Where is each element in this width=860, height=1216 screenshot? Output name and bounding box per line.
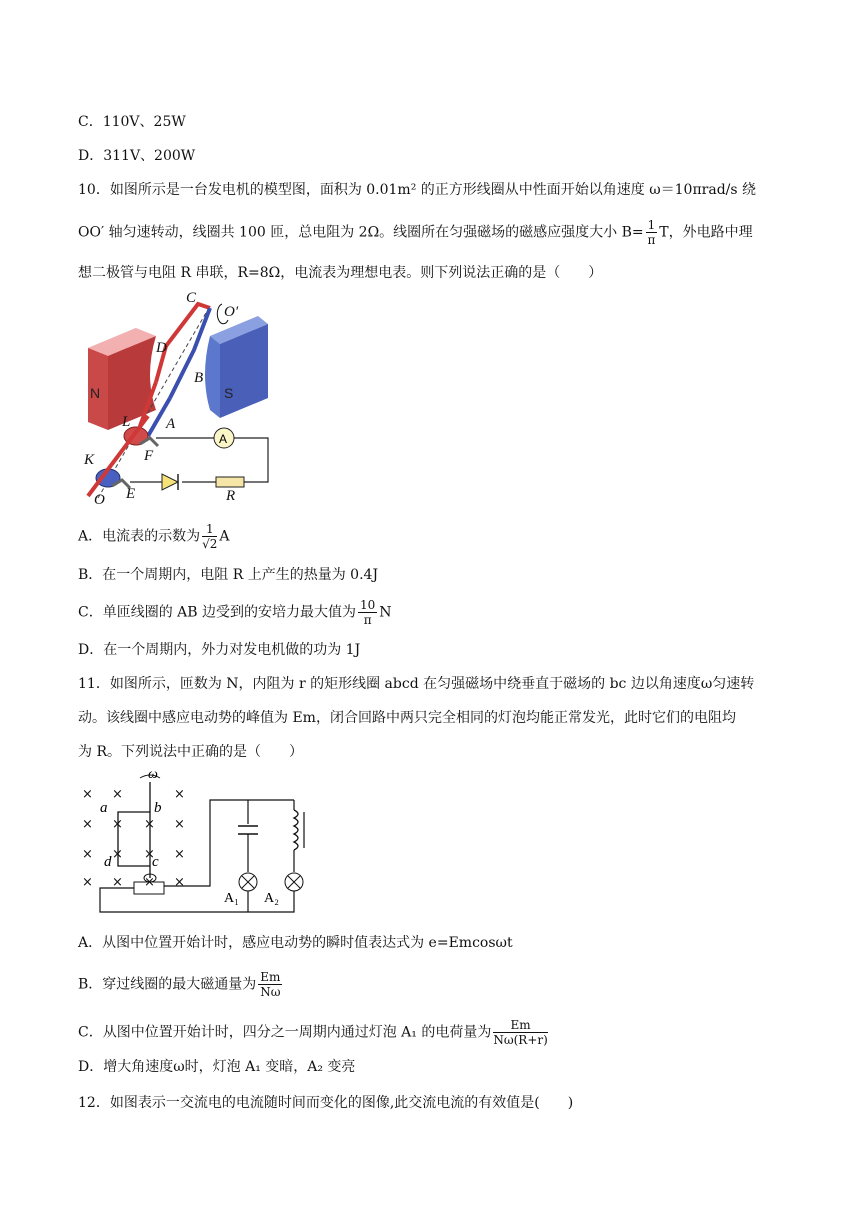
label-a1: A₁ — [224, 891, 239, 906]
q10-option-c-den: π — [363, 613, 372, 627]
q10-option-a-text: A．电流表的示数为 — [78, 528, 201, 545]
q10-b-fraction — [646, 218, 658, 247]
label-k: K — [84, 452, 95, 468]
svg-text:×: × — [174, 817, 185, 832]
ammeter-label: A — [219, 432, 228, 446]
svg-text:×: × — [174, 787, 185, 802]
label-r: R — [226, 488, 236, 504]
label-d: d — [104, 854, 112, 870]
q10-option-a-unit: A — [219, 528, 230, 545]
svg-text:×: × — [174, 875, 185, 890]
s-label: S — [224, 385, 234, 401]
q10-generator-figure — [78, 286, 278, 508]
label-o: O — [94, 492, 105, 508]
svg-text:×: × — [82, 847, 93, 862]
svg-text:×: × — [82, 817, 93, 832]
label-c: C — [186, 290, 197, 306]
q11-stem-line3: 为 R。下列说法中正确的是（ ） — [78, 744, 303, 760]
label-e: E — [126, 486, 136, 502]
svg-text:×: × — [112, 847, 123, 862]
q11-option-b-text: B．穿过线圈的最大磁通量为 — [78, 976, 257, 993]
q12-stem: 12．如图表示一交流电的电流随时间而变化的图像,此交流电流的有效值是( ) — [78, 1095, 574, 1111]
coil-blue-side — [170, 308, 210, 398]
q11-option-c-text: C．从图中位置开始计时，四分之一周期内通过灯泡 A₁ 的电荷量为 — [78, 1024, 492, 1041]
q10-stem-line2-tail: T，外电路中理 — [659, 224, 753, 241]
svg-text:×: × — [144, 847, 155, 862]
wire-top — [164, 800, 248, 886]
svg-text:×: × — [144, 875, 155, 890]
q10-option-c-text: C．单匝线圈的 AB 边受到的安培力最大值为 — [78, 604, 357, 621]
q11-option-b-den: Nω — [260, 985, 281, 999]
svg-text:×: × — [112, 875, 123, 890]
label-l: L — [122, 414, 131, 430]
inductor-icon — [294, 810, 298, 850]
q10-option-c-fraction — [358, 598, 377, 627]
label-f: F — [144, 448, 154, 464]
q10-option-a-num: 1 — [202, 522, 217, 537]
svg-text:×: × — [112, 817, 123, 832]
diode-icon — [162, 474, 178, 490]
q10-b-numerator: 1 — [647, 218, 656, 232]
label-b: B — [194, 370, 204, 386]
s-magnet-front — [205, 336, 220, 418]
svg-text:×: × — [144, 817, 155, 832]
svg-text:×: × — [82, 875, 93, 890]
q10-option-d: D．在一个周期内，外力对发电机做的功为 1J — [78, 642, 361, 658]
q10-option-a-den: √2 — [202, 537, 218, 551]
q11-option-b-fraction — [258, 970, 282, 999]
label-d: D — [156, 340, 167, 356]
q11-option-c — [78, 1018, 550, 1047]
svg-text:×: × — [82, 787, 93, 802]
q11-circuit-figure — [78, 768, 318, 920]
label-a: A — [166, 416, 176, 432]
q10-stem-line1: 10．如图所示是一台发电机的模型图，面积为 0.01m² 的正方形线圈从中性面开始以角速度 ω＝10πrad/s 绕 — [78, 182, 757, 198]
label-omega: ω — [148, 768, 158, 782]
q10-option-a — [78, 522, 230, 551]
svg-text:×: × — [112, 787, 123, 802]
label-b: b — [154, 800, 162, 816]
q11-option-a: A．从图中位置开始计时，感应电动势的瞬时值表达式为 e=Emcosωt — [78, 935, 513, 951]
label-a: a — [100, 800, 108, 816]
q11-option-d: D．增大角速度ω时，灯泡 A₁ 变暗，A₂ 变亮 — [78, 1059, 356, 1075]
q10-stem-line2 — [78, 218, 753, 247]
q10-option-b: B．在一个周期内，电阻 R 上产生的热量为 0.4J — [78, 567, 379, 583]
q10-option-c-num: 10 — [360, 598, 376, 612]
label-a2: A₂ — [264, 891, 279, 906]
q10-b-denominator: π — [647, 233, 656, 247]
circuit-wire-top — [156, 438, 268, 482]
label-o-prime: O′ — [224, 304, 239, 320]
n-label: N — [90, 385, 101, 401]
q9-option-d: D．311V、200W — [78, 148, 196, 164]
q10-stem-line2-text: OO′ 轴匀速转动，线圈共 100 匝，总电阻为 2Ω。线圈所在匀强磁场的磁感应强度大小 B= — [78, 224, 644, 241]
q11-option-c-den: Nω(R+r) — [493, 1033, 548, 1047]
q10-option-c-unit: N — [379, 604, 392, 621]
q10-stem-line3: 想二极管与电阻 R 串联，R=8Ω，电流表为理想电表。则下列说法正确的是（ ） — [78, 265, 603, 281]
q11-option-b — [78, 970, 284, 999]
q11-option-c-num: Em — [493, 1018, 547, 1033]
q11-option-c-fraction — [493, 1018, 547, 1047]
label-c: c — [152, 854, 159, 870]
svg-text:×: × — [174, 847, 185, 862]
q9-option-c: C．110V、25W — [78, 114, 186, 130]
q10-option-c — [78, 598, 392, 627]
q10-option-a-fraction — [202, 522, 217, 551]
q11-stem-line1: 11．如图所示，匝数为 N，内阻为 r 的矩形线圈 abcd 在匀强磁场中绕垂直于磁场的 bc 边以角速度ω匀速转 — [78, 676, 755, 692]
resistor-icon — [216, 477, 244, 487]
q11-stem-line2: 动。该线圈中感应电动势的峰值为 Em，闭合回路中两只完全相同的灯泡均能正常发光，此时它们的电阻均 — [78, 710, 736, 726]
q11-option-b-num: Em — [260, 970, 281, 984]
